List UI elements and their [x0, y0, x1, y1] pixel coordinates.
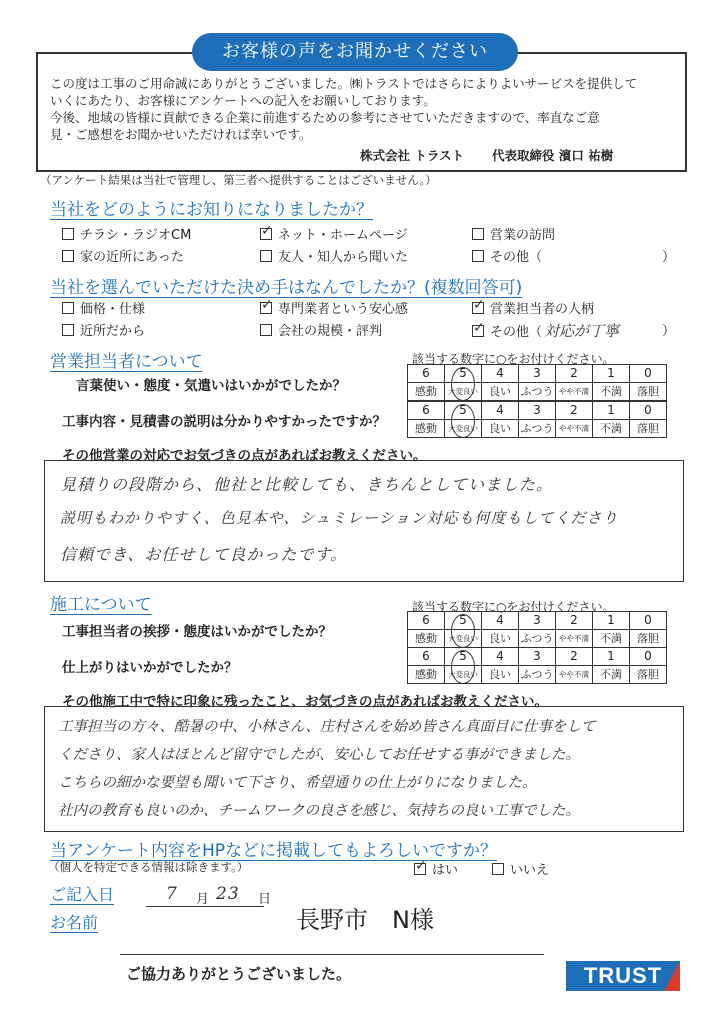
sales-heading: 営業担当者について	[50, 352, 203, 372]
publish-heading: 当アンケート内容をHPなどに掲載してもよろしいですか？	[50, 841, 498, 861]
sales-q2-scale	[407, 401, 667, 438]
q1-heading: 当社をどのようにお知りになりましたか？	[50, 200, 373, 220]
scale-num: 0	[630, 648, 667, 666]
scale-hint: 該当する数字に○をお付けください。	[412, 352, 615, 366]
scale-label: 良い	[482, 630, 519, 648]
scale-label: やや不満	[556, 383, 593, 401]
checkbox-checked[interactable]	[472, 325, 484, 337]
scale-num: 3	[519, 612, 556, 630]
checkbox-checked[interactable]	[260, 228, 272, 240]
q1-option-nearby[interactable]: 家の近所にあった	[62, 246, 184, 265]
scale-label: ふつう	[519, 666, 556, 684]
scale-label: 感動	[408, 420, 445, 438]
trust-logo: TRUST	[566, 961, 680, 991]
name-value: 長野市 N様	[296, 906, 434, 934]
q1-option-visit[interactable]: 営業の訪問	[472, 224, 555, 243]
sales-comment-line: 信頼でき、お任せして良かったです。	[60, 545, 348, 564]
scale-num: 2	[556, 402, 593, 420]
scale-num: 2	[556, 648, 593, 666]
sales-q1-text: 言葉使い・態度・気遣いはいかがでしたか？	[76, 378, 346, 394]
q2-option-other[interactable]: ✓ その他（ 対応が丁寧	[472, 320, 619, 341]
scale-num: 1	[593, 612, 630, 630]
scale-label: 大変良い	[445, 666, 482, 684]
scale-label: 不満	[593, 383, 630, 401]
publish-note: （個人を特定できる情報は除きます。）	[48, 860, 249, 874]
scale-hint: 該当する数字に○をお付けください。	[412, 600, 615, 614]
q1-option-other[interactable]: その他（	[472, 246, 542, 265]
scale-num: 3	[519, 365, 556, 383]
scale-label: やや不満	[556, 420, 593, 438]
checkbox[interactable]	[62, 324, 74, 336]
checkbox[interactable]	[62, 302, 74, 314]
construction-comment-line: くださり、家人はほとんど留守でしたが、安心してお任せする事ができました。	[58, 747, 580, 763]
scale-label: ふつう	[519, 383, 556, 401]
publish-yes[interactable]: ✓ はい	[414, 859, 458, 878]
intro-line: いくにあたり、お客様にアンケートへの記入をお願いしております。	[50, 93, 436, 108]
q2-option-nearby[interactable]: 近所だから	[62, 320, 145, 339]
company-signature	[360, 146, 613, 164]
checkbox-checked[interactable]	[472, 302, 484, 314]
scale-num: 2	[556, 612, 593, 630]
q1-option-flyer[interactable]: チラシ・ラジオCM	[62, 224, 191, 243]
scale-label: ふつう	[519, 630, 556, 648]
scale-label: やや不満	[556, 630, 593, 648]
date-month: 7	[166, 884, 178, 904]
scale-label: 落胆	[630, 420, 667, 438]
scale-num-selected[interactable]: 5	[445, 612, 482, 630]
date-day: 23	[216, 884, 240, 904]
construction-comment-prompt: その他施工中で特に印象に残ったこと、お気づきの点があればお教えください。	[62, 694, 548, 710]
scale-label: 感動	[408, 383, 445, 401]
publish-no[interactable]: いいえ	[492, 859, 549, 878]
scale-label: 良い	[482, 666, 519, 684]
q1-other-close: ）	[662, 250, 676, 265]
checkbox-checked[interactable]	[260, 302, 272, 314]
q2-option-price[interactable]: 価格・仕様	[62, 298, 145, 317]
scale-num: 1	[593, 648, 630, 666]
checkbox[interactable]	[260, 250, 272, 262]
scale-num: 4	[482, 402, 519, 420]
construction-q2-scale	[407, 647, 667, 684]
checkbox[interactable]	[472, 250, 484, 262]
q2-option-reputation[interactable]: 会社の規模・評判	[260, 320, 382, 339]
date-day-unit: 日	[258, 892, 272, 907]
intro-line: 今後、地域の皆様に貢献できる企業に前進するための参考にさせていただきますので、率直なご意	[50, 110, 600, 125]
q2-heading: 当社を選んでいただけた決め手はなんでしたか？(複数回答可)	[50, 278, 523, 298]
scale-num: 4	[482, 612, 519, 630]
disclaimer: （アンケート結果は当社で管理し、第三者へ提供することはございません。）	[40, 173, 437, 187]
scale-label: 大変良い	[445, 383, 482, 401]
thanks-text: ご協力ありがとうございました。	[126, 965, 352, 983]
intro-line: この度は工事のご用命誠にありがとうございました。㈱トラストではさらによりよいサービスを提供して	[50, 76, 638, 91]
q1-option-web[interactable]: ✓ ネット・ホームページ	[260, 224, 408, 243]
scale-num-selected[interactable]: 5	[445, 365, 482, 383]
scale-label: 落胆	[630, 630, 667, 648]
q2-option-staff[interactable]: ✓ 営業担当者の人柄	[472, 298, 594, 317]
scale-num: 4	[482, 365, 519, 383]
scale-num: 2	[556, 365, 593, 383]
scale-num: 6	[408, 365, 445, 383]
intro-line: 見・ご感想をお聞かせいただければ幸いです。	[50, 127, 312, 142]
scale-num: 6	[408, 648, 445, 666]
scale-num: 3	[519, 402, 556, 420]
checkbox[interactable]	[492, 863, 504, 875]
construction-q1-scale	[407, 611, 667, 648]
scale-num-selected[interactable]: 5	[445, 402, 482, 420]
scale-label: 感動	[408, 630, 445, 648]
scale-num: 1	[593, 402, 630, 420]
date-month-unit: 月	[196, 892, 210, 907]
scale-label: 感動	[408, 666, 445, 684]
scale-label: 落胆	[630, 383, 667, 401]
checkbox[interactable]	[260, 324, 272, 336]
checkbox-checked[interactable]	[414, 863, 426, 875]
scale-num: 1	[593, 365, 630, 383]
q2-other-handwritten: 対応が丁寧	[544, 322, 620, 340]
checkbox[interactable]	[62, 250, 74, 262]
sales-q2-text: 工事内容・見積書の説明は分かりやすかったですか？	[62, 414, 386, 430]
checkbox[interactable]	[62, 228, 74, 240]
construction-heading: 施工について	[50, 595, 152, 615]
sales-q1-scale	[407, 364, 667, 401]
construction-q2-text: 仕上がりはいかがでしたか？	[62, 660, 238, 676]
scale-num: 6	[408, 402, 445, 420]
sales-comment-line: 見積りの段階から、他社と比較しても、きちんとしていました。	[60, 475, 554, 494]
representative: 代表取締役 濱口 祐樹	[491, 148, 614, 163]
scale-label: 良い	[482, 420, 519, 438]
q2-option-specialist[interactable]: ✓ 専門業者という安心感	[260, 298, 408, 317]
scale-num: 0	[630, 402, 667, 420]
scale-label: 不満	[593, 666, 630, 684]
scale-num: 0	[630, 365, 667, 383]
sales-comment-line: 説明もわかりやすく、色見本や、シュミレーション対応も何度もしてくださり	[60, 509, 619, 527]
scale-label: 不満	[593, 630, 630, 648]
intro-text	[50, 75, 670, 143]
scale-num: 4	[482, 648, 519, 666]
scale-label: やや不満	[556, 666, 593, 684]
construction-comment-line: 社内の教育も良いのか、チームワークの良さを感じ、気持ちの良い工事でした。	[58, 803, 580, 819]
scale-num: 3	[519, 648, 556, 666]
divider	[120, 954, 544, 955]
scale-num-selected[interactable]: 5	[445, 648, 482, 666]
q1-option-friend[interactable]: 友人・知人から聞いた	[260, 246, 408, 265]
scale-label: 落胆	[630, 666, 667, 684]
survey-title: お客様の声をお聞かせください	[192, 33, 518, 71]
scale-label: 不満	[593, 420, 630, 438]
scale-label: 大変良い	[445, 420, 482, 438]
construction-comment-line: こちらの細かな要望も聞いて下さり、希望通りの仕上がりになりました。	[58, 775, 537, 791]
company-name: 株式会社 トラスト	[360, 148, 464, 163]
date-label: ご記入日	[50, 885, 115, 904]
sales-comment-prompt: その他営業の対応でお気づきの点があればお教えください。	[62, 448, 427, 464]
scale-num: 0	[630, 612, 667, 630]
checkbox[interactable]	[472, 228, 484, 240]
name-label: お名前	[50, 913, 99, 932]
scale-label: ふつう	[519, 420, 556, 438]
scale-label: 良い	[482, 383, 519, 401]
construction-q1-text: 工事担当者の挨拶・態度はいかがでしたか？	[62, 624, 332, 640]
scale-label: 大変良い	[445, 630, 482, 648]
scale-num: 6	[408, 612, 445, 630]
q2-other-close: ）	[662, 324, 676, 339]
construction-comment-line: 工事担当の方々、酷暑の中、小林さん、庄村さんを始め皆さん真面目に仕事をして	[58, 719, 596, 735]
